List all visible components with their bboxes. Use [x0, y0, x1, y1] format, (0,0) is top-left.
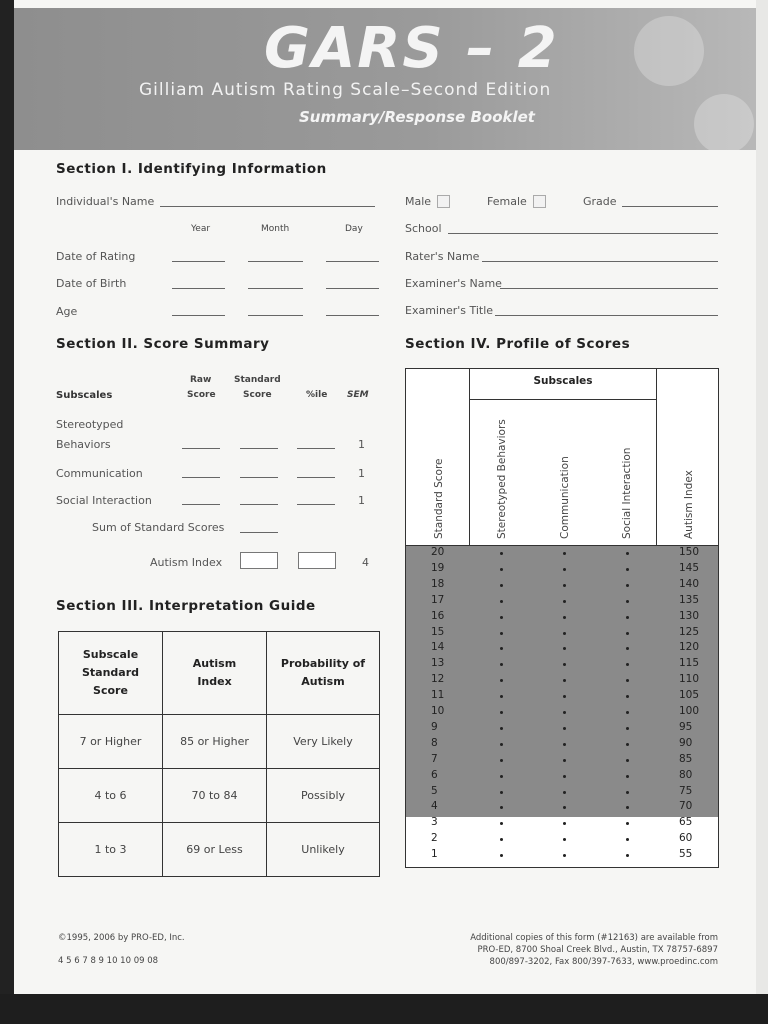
- profile-subscales-header: Subscales: [533, 375, 593, 387]
- profile-dot[interactable]: [626, 552, 629, 555]
- profile-dot[interactable]: [500, 822, 503, 825]
- standard-score-label: 5: [431, 784, 438, 797]
- examiner-name-label: Examiner's Name: [405, 277, 502, 290]
- ai-pct-box[interactable]: [298, 552, 336, 569]
- std-header-2: Score: [243, 390, 272, 400]
- rater-label: Rater's Name: [405, 250, 480, 263]
- profile-divider-left: [469, 369, 470, 545]
- standard-score-label: 2: [431, 832, 438, 845]
- age-month-field[interactable]: [248, 315, 303, 316]
- si-std-field[interactable]: [240, 504, 278, 505]
- profile-col-standard-score: Standard Score: [433, 458, 445, 539]
- sem-header: SEM: [347, 390, 369, 400]
- autism-index-label: 55: [679, 848, 693, 861]
- person-photo-icon-2: [694, 94, 754, 150]
- standard-score-label: 14: [431, 641, 445, 654]
- profile-dot[interactable]: [500, 791, 503, 794]
- profile-dot[interactable]: [563, 775, 566, 778]
- form-title: GARS – 2: [264, 16, 559, 81]
- school-label: School: [405, 222, 442, 235]
- standard-score-label: 17: [431, 593, 445, 606]
- autism-index-label: 70: [679, 800, 693, 813]
- profile-dot[interactable]: [563, 759, 566, 762]
- autism-index-label: 125: [679, 625, 700, 638]
- examiner-name-field[interactable]: [500, 288, 718, 289]
- comm-sem: 1: [358, 467, 365, 480]
- autism-index-label: 60: [679, 832, 693, 845]
- profile-dot[interactable]: [626, 759, 629, 762]
- profile-dot[interactable]: [563, 600, 566, 603]
- standard-score-label: 11: [431, 689, 445, 702]
- profile-col-communication: Communication: [559, 456, 571, 539]
- autism-index-label: 90: [679, 736, 693, 749]
- autism-index-label: 75: [679, 784, 693, 797]
- examiner-title-label: Examiner's Title: [405, 304, 494, 317]
- profile-dot[interactable]: [563, 854, 566, 857]
- sum-field[interactable]: [240, 532, 278, 533]
- profile-dot[interactable]: [500, 838, 503, 841]
- standard-score-label: 8: [431, 736, 438, 749]
- female-label: Female: [487, 195, 527, 208]
- profile-dot[interactable]: [563, 727, 566, 730]
- profile-dot[interactable]: [500, 616, 503, 619]
- profile-dot[interactable]: [500, 775, 503, 778]
- rating-year-field[interactable]: [172, 261, 225, 262]
- profile-dot[interactable]: [563, 632, 566, 635]
- autism-index-label: 65: [679, 816, 693, 829]
- col-month: Month: [261, 224, 290, 234]
- standard-score-label: 6: [431, 768, 438, 781]
- examiner-title-field[interactable]: [495, 315, 718, 316]
- male-checkbox[interactable]: [437, 195, 450, 208]
- raw-header-2: Score: [187, 390, 216, 400]
- header-banner: [14, 8, 756, 150]
- profile-col-social: Social Interaction: [621, 447, 633, 539]
- standard-score-label: 18: [431, 577, 445, 590]
- profile-chart: [405, 368, 719, 868]
- page-edge-right: [756, 0, 768, 1024]
- autism-index-label: 135: [679, 593, 700, 606]
- guide-header-autism-index: Autism Index: [163, 632, 267, 715]
- profile-dot[interactable]: [500, 552, 503, 555]
- date-birth-label: Date of Birth: [56, 277, 127, 290]
- school-field[interactable]: [448, 233, 718, 234]
- profile-shaded-region: [406, 545, 718, 817]
- standard-score-label: 7: [431, 752, 438, 765]
- sb-std-field[interactable]: [240, 448, 278, 449]
- copies-line-1: Additional copies of this form (#12163) are available from: [470, 933, 718, 943]
- ai-sem: 4: [362, 556, 369, 569]
- profile-subscale-divider: [469, 399, 657, 400]
- profile-dot[interactable]: [626, 600, 629, 603]
- birth-day-field[interactable]: [326, 288, 379, 289]
- form-subtitle: Gilliam Autism Rating Scale–Second Edition: [139, 80, 552, 100]
- profile-dot[interactable]: [500, 711, 503, 714]
- profile-dot[interactable]: [500, 727, 503, 730]
- comm-std-field[interactable]: [240, 477, 278, 478]
- autism-index-label: 100: [679, 705, 700, 717]
- name-label: Individual's Name: [56, 195, 155, 208]
- age-label: Age: [56, 305, 78, 318]
- table-row: 1 to 3 69 or Less Unlikely: [59, 823, 380, 877]
- standard-score-label: 10: [431, 705, 445, 717]
- sb-sem: 1: [358, 438, 365, 451]
- profile-dot[interactable]: [626, 584, 629, 587]
- autism-index-label: 110: [679, 673, 700, 686]
- comm-raw-field[interactable]: [182, 477, 220, 478]
- autism-index-label: 115: [679, 657, 700, 670]
- communication-label: Communication: [56, 467, 143, 480]
- age-year-field[interactable]: [172, 315, 225, 316]
- profile-dot[interactable]: [626, 854, 629, 857]
- subscales-header: Subscales: [56, 390, 113, 401]
- profile-dot[interactable]: [563, 822, 566, 825]
- birth-month-field[interactable]: [248, 288, 303, 289]
- profile-dot[interactable]: [500, 743, 503, 746]
- autism-index-label: 95: [679, 720, 693, 733]
- autism-index-label: 145: [679, 561, 700, 574]
- si-sem: 1: [358, 494, 365, 507]
- profile-dot[interactable]: [626, 727, 629, 730]
- birth-year-field[interactable]: [172, 288, 225, 289]
- autism-index-label: Autism Index: [150, 556, 223, 569]
- rating-month-field[interactable]: [248, 261, 303, 262]
- standard-score-label: 19: [431, 561, 445, 574]
- rater-field[interactable]: [482, 261, 718, 262]
- profile-dot[interactable]: [563, 552, 566, 555]
- table-row: 7 or Higher 85 or Higher Very Likely: [59, 715, 380, 769]
- sum-label: Sum of Standard Scores: [92, 521, 225, 534]
- profile-dot[interactable]: [626, 616, 629, 619]
- standard-score-label: 9: [431, 720, 438, 733]
- male-label: Male: [405, 195, 432, 208]
- si-pct-field[interactable]: [297, 504, 335, 505]
- profile-dot[interactable]: [563, 711, 566, 714]
- sb-pct-field[interactable]: [297, 448, 335, 449]
- pct-header: %ile: [306, 390, 328, 400]
- page-edge-bottom: [0, 994, 768, 1024]
- autism-index-label: 150: [679, 546, 700, 558]
- standard-score-label: 12: [431, 673, 445, 686]
- stereotyped-label-1: Stereotyped: [56, 418, 124, 431]
- grade-label: Grade: [583, 195, 617, 208]
- copies-line-2: PRO-ED, 8700 Shoal Creek Blvd., Austin, TX 78757-6897: [477, 945, 718, 955]
- col-day: Day: [345, 224, 363, 234]
- autism-index-label: 105: [679, 689, 700, 702]
- profile-dot[interactable]: [500, 584, 503, 587]
- guide-header-subscale: Subscale Standard Score: [59, 632, 163, 715]
- autism-index-label: 120: [679, 641, 700, 654]
- profile-header-divider: [406, 545, 718, 546]
- date-rating-label: Date of Rating: [56, 250, 136, 263]
- autism-index-label: 130: [679, 609, 700, 622]
- profile-dot[interactable]: [626, 632, 629, 635]
- profile-dot[interactable]: [500, 759, 503, 762]
- section3-title: Section III. Interpretation Guide: [56, 598, 316, 614]
- profile-dot[interactable]: [563, 743, 566, 746]
- standard-score-label: 20: [431, 546, 445, 558]
- profile-dot[interactable]: [626, 791, 629, 794]
- guide-header-probability: Probability of Autism: [267, 632, 380, 715]
- autism-index-label: 140: [679, 577, 700, 590]
- section2-title: Section II. Score Summary: [56, 336, 270, 352]
- profile-col-autism-index: Autism Index: [683, 470, 695, 539]
- social-label: Social Interaction: [56, 494, 152, 507]
- sb-raw-field[interactable]: [182, 448, 220, 449]
- raw-header-1: Raw: [190, 375, 212, 385]
- rating-day-field[interactable]: [326, 261, 379, 262]
- profile-dot[interactable]: [500, 568, 503, 571]
- profile-dot[interactable]: [626, 838, 629, 841]
- female-checkbox[interactable]: [533, 195, 546, 208]
- copyright: ©1995, 2006 by PRO-ED, Inc.: [58, 933, 185, 943]
- ai-score-box[interactable]: [240, 552, 278, 569]
- profile-dot[interactable]: [563, 791, 566, 794]
- interpretation-guide-table: [58, 631, 380, 877]
- standard-score-label: 13: [431, 657, 445, 670]
- standard-score-label: 3: [431, 816, 438, 829]
- profile-dot[interactable]: [563, 838, 566, 841]
- profile-dot[interactable]: [500, 600, 503, 603]
- profile-dot[interactable]: [626, 711, 629, 714]
- profile-dot[interactable]: [626, 822, 629, 825]
- name-field[interactable]: [160, 206, 375, 207]
- profile-dot[interactable]: [626, 568, 629, 571]
- profile-dot[interactable]: [626, 743, 629, 746]
- age-day-field[interactable]: [326, 315, 379, 316]
- autism-index-label: 85: [679, 752, 693, 765]
- person-photo-icon: [634, 16, 704, 86]
- grade-field[interactable]: [622, 206, 718, 207]
- section1-title: Section I. Identifying Information: [56, 161, 327, 177]
- booklet-title: Summary/Response Booklet: [299, 108, 535, 126]
- si-raw-field[interactable]: [182, 504, 220, 505]
- profile-dot[interactable]: [563, 568, 566, 571]
- standard-score-label: 1: [431, 848, 438, 861]
- profile-dot[interactable]: [500, 632, 503, 635]
- profile-divider-right: [656, 369, 657, 545]
- standard-score-label: 15: [431, 625, 445, 638]
- stereotyped-label-2: Behaviors: [56, 438, 111, 451]
- profile-col-stereotyped: Stereotyped Behaviors: [496, 419, 508, 539]
- printing-numbers: 4 5 6 7 8 9 10 10 09 08: [58, 956, 159, 966]
- standard-score-label: 4: [431, 800, 438, 813]
- profile-dot[interactable]: [563, 616, 566, 619]
- col-year: Year: [191, 224, 211, 234]
- standard-score-label: 16: [431, 609, 445, 622]
- profile-dot[interactable]: [626, 775, 629, 778]
- table-row: 4 to 6 70 to 84 Possibly: [59, 769, 380, 823]
- comm-pct-field[interactable]: [297, 477, 335, 478]
- page-edge-left: [0, 0, 14, 1024]
- profile-dot[interactable]: [500, 854, 503, 857]
- profile-dot[interactable]: [563, 584, 566, 587]
- std-header-1: Standard: [234, 375, 281, 385]
- autism-index-label: 80: [679, 768, 693, 781]
- section4-title: Section IV. Profile of Scores: [405, 336, 631, 352]
- copies-line-3: 800/897-3202, Fax 800/397-7633, www.proedinc.com: [489, 957, 718, 967]
